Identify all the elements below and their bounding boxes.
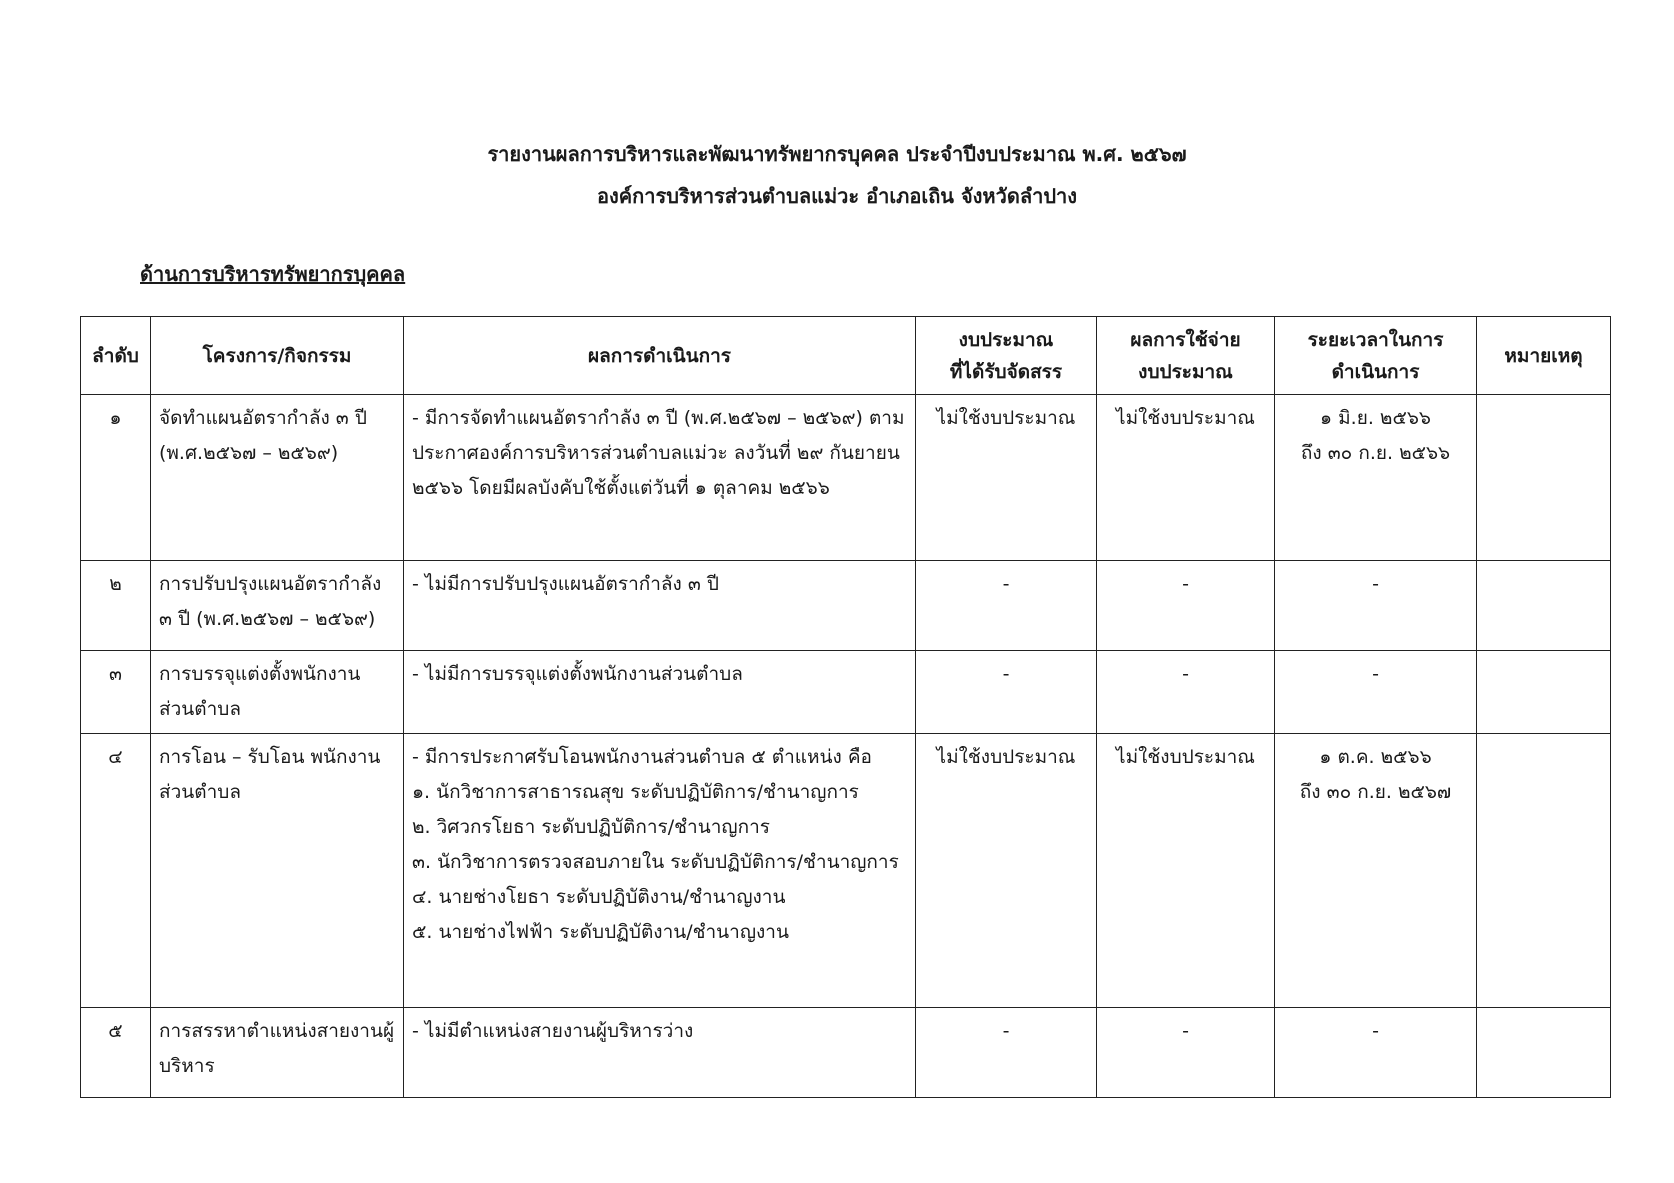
row-no: ๕: [81, 1008, 151, 1098]
row-note: [1477, 651, 1611, 734]
row-budget: ไม่ใช้งบประมาณ: [916, 734, 1097, 1008]
header-note: หมายเหตุ: [1477, 317, 1611, 395]
row-project: การบรรจุแต่งตั้งพนักงานส่วนตำบล: [151, 651, 404, 734]
period-end: ถึง ๓๐ ก.ย. ๒๕๖๗: [1299, 781, 1452, 803]
report-title: รายงานผลการบริหารและพัฒนาทรัพยากรบุคคล ประจำปีงบประมาณ พ.ศ. ๒๕๖๗: [487, 142, 1187, 166]
row-note: [1477, 734, 1611, 1008]
row-project: การโอน – รับโอน พนักงานส่วนตำบล: [151, 734, 404, 1008]
section-heading: ด้านการบริหารทรัพยากรบุคคล: [140, 262, 406, 286]
row-budget: ไม่ใช้งบประมาณ: [916, 395, 1097, 561]
row-spend: ไม่ใช้งบประมาณ: [1097, 734, 1275, 1008]
table-header-row: [81, 317, 1611, 395]
result-line: ๓. นักวิชาการตรวจสอบภายใน ระดับปฏิบัติการ/ชำนาญการ: [412, 851, 899, 873]
row-period: [1275, 1008, 1477, 1098]
period-start: -: [1372, 663, 1379, 685]
row-result: - ไม่มีตำแหน่งสายงานผู้บริหารว่าง: [404, 1008, 916, 1098]
header-no: ลำดับ: [81, 317, 151, 395]
row-period: [1275, 395, 1477, 561]
period-start: -: [1372, 573, 1379, 595]
row-budget: -: [916, 1008, 1097, 1098]
result-line: ๕. นายช่างไฟฟ้า ระดับปฏิบัติงาน/ชำนาญงาน: [412, 921, 789, 943]
header-result: ผลการดำเนินการ: [404, 317, 916, 395]
table-row: [81, 651, 1611, 734]
row-project: การปรับปรุงแผนอัตรากำลัง ๓ ปี (พ.ศ.๒๕๖๗ – ๒๕๖๙): [151, 561, 404, 651]
header-period-line2: ดำเนินการ: [1331, 360, 1420, 383]
header-spend-line1: ผลการใช้จ่าย: [1130, 328, 1241, 351]
result-line: - มีการประกาศรับโอนพนักงานส่วนตำบล ๕ ตำแหน่ง คือ: [412, 746, 872, 768]
row-note: [1477, 561, 1611, 651]
row-budget: -: [916, 651, 1097, 734]
row-result: [404, 734, 916, 1008]
row-period: [1275, 734, 1477, 1008]
header-project: โครงการ/กิจกรรม: [151, 317, 404, 395]
period-start: -: [1372, 1020, 1379, 1042]
header-period: [1275, 317, 1477, 395]
row-spend: -: [1097, 651, 1275, 734]
row-spend: -: [1097, 1008, 1275, 1098]
report-table: [80, 316, 1611, 1098]
header-budget-line1: งบประมาณ: [958, 328, 1054, 351]
row-no: ๓: [81, 651, 151, 734]
row-spend: ไม่ใช้งบประมาณ: [1097, 395, 1275, 561]
header-spend-line2: งบประมาณ: [1138, 360, 1233, 383]
row-budget: -: [916, 561, 1097, 651]
header-budget: [916, 317, 1097, 395]
period-start: ๑ มิ.ย. ๒๕๖๖: [1320, 407, 1431, 429]
row-no: ๑: [81, 395, 151, 561]
period-end: ถึง ๓๐ ก.ย. ๒๕๖๖: [1300, 442, 1451, 464]
row-result: - มีการจัดทำแผนอัตรากำลัง ๓ ปี (พ.ศ.๒๕๖๗ – ๒๕๖๙) ตามประกาศองค์การบริหารส่วนตำบลแม่วะ ลงวันที่ ๒๙ กันยายน ๒๕๖๖ โดยมีผลบังคับใช้ตั้งแต่วันที่ ๑ ตุลาคม ๒๕๖๖: [404, 395, 916, 561]
row-period: [1275, 651, 1477, 734]
header-period-line1: ระยะเวลาในการ: [1307, 328, 1444, 351]
row-note: [1477, 1008, 1611, 1098]
row-no: ๒: [81, 561, 151, 651]
row-no: ๔: [81, 734, 151, 1008]
row-result: - ไม่มีการปรับปรุงแผนอัตรากำลัง ๓ ปี: [404, 561, 916, 651]
header-budget-line2: ที่ได้รับจัดสรร: [949, 360, 1063, 383]
table-row: [81, 734, 1611, 1008]
row-project: การสรรหาตำแหน่งสายงานผู้บริหาร: [151, 1008, 404, 1098]
row-period: [1275, 561, 1477, 651]
header-spend: [1097, 317, 1275, 395]
period-start: ๑ ต.ค. ๒๕๖๖: [1319, 746, 1432, 768]
result-line: ๒. วิศวกรโยธา ระดับปฏิบัติการ/ชำนาญการ: [412, 816, 770, 838]
table-row: [81, 1008, 1611, 1098]
row-project: จัดทำแผนอัตรากำลัง ๓ ปี (พ.ศ.๒๕๖๗ – ๒๕๖๙): [151, 395, 404, 561]
result-line: ๔. นายช่างโยธา ระดับปฏิบัติงาน/ชำนาญงาน: [412, 886, 786, 908]
row-note: [1477, 395, 1611, 561]
row-spend: -: [1097, 561, 1275, 651]
table-row: [81, 395, 1611, 561]
row-result: - ไม่มีการบรรจุแต่งตั้งพนักงานส่วนตำบล: [404, 651, 916, 734]
result-line: ๑. นักวิชาการสาธารณสุข ระดับปฏิบัติการ/ชำนาญการ: [412, 781, 859, 803]
organization-subtitle: องค์การบริหารส่วนตำบลแม่วะ อำเภอเถิน จังหวัดลำปาง: [596, 184, 1078, 208]
table-row: [81, 561, 1611, 651]
